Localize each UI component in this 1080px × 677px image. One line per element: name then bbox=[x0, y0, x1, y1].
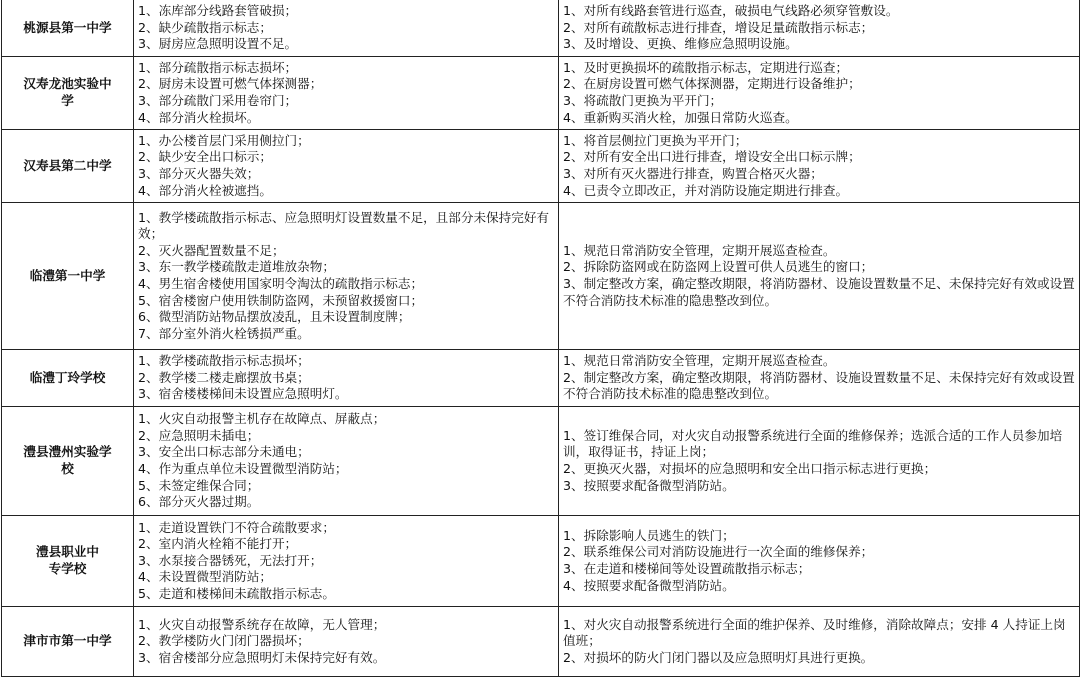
school-name: 临澧第一中学 bbox=[29, 267, 106, 283]
fixes-cell bbox=[559, 0, 1080, 57]
fix-item: 3、制定整改方案，确定整改期限，将消防器材、设施设置数量不足、未保持完好有效或设置不符合消防技术标准的隐患整改到位。 bbox=[563, 276, 1075, 308]
issues-cell bbox=[134, 607, 559, 677]
school-name: 汉寿县第二中学 bbox=[23, 157, 112, 173]
school-name: 桃源县第一中学 bbox=[23, 19, 112, 35]
issue-item: 3、部分灭火器失效； bbox=[138, 166, 260, 181]
issue-item: 2、应急照明未插电； bbox=[138, 427, 260, 443]
issue-item: 4、部分消火栓损坏。 bbox=[138, 109, 260, 125]
issues-cell bbox=[134, 350, 559, 407]
issue-item: 1、走道设置铁门不符合疏散要求； bbox=[138, 519, 335, 535]
issues-cell bbox=[134, 516, 559, 607]
school-name-cell bbox=[2, 607, 134, 677]
issue-item: 7、部分室外消火栓锈损严重。 bbox=[138, 325, 310, 341]
fix-item: 4、按照要求配备微型消防站。 bbox=[563, 577, 735, 593]
issues-cell bbox=[134, 0, 559, 57]
issue-item: 2、缺少安全出口标示； bbox=[138, 149, 272, 165]
fixes-cell bbox=[559, 350, 1080, 407]
fix-item: 1、对火灾自动报警系统进行全面的维护保养、及时维修，消除故障点；安排 4 人持证上岗值班； bbox=[563, 616, 1066, 649]
issue-item: 2、室内消火栓箱不能打开； bbox=[138, 536, 298, 552]
issue-item: 1、部分疏散指示标志损坏； bbox=[138, 59, 298, 75]
issue-item: 1、教学楼疏散指示标志、应急照明灯设置数量不足，且部分未保持完好有效； bbox=[138, 209, 550, 242]
issue-item: 5、未签定维保合同； bbox=[138, 477, 260, 493]
issue-item: 2、教学楼二楼走廊摆放书桌； bbox=[138, 369, 310, 385]
school-name: 澧县职业中专学校 bbox=[36, 544, 99, 576]
table-row bbox=[2, 607, 1080, 677]
fix-item: 1、签订维保合同，对火灾自动报警系统进行全面的维修保养；选派合适的工作人员参加培训，取得证书，持证上岗； bbox=[563, 427, 1063, 460]
fixes-cell bbox=[559, 203, 1080, 350]
fix-item: 4、已责令立即改正，并对消防设施定期进行排查。 bbox=[563, 182, 849, 198]
fix-item: 1、对所有线路套管进行巡查，破损电气线路必须穿管敷设。 bbox=[563, 3, 899, 19]
fix-item: 3、对所有灭火器进行排查，购置合格灭火器； bbox=[563, 166, 823, 181]
table-row bbox=[2, 407, 1080, 516]
fix-item: 2、更换灭火器，对损坏的应急照明和安全出口指示标志进行更换； bbox=[563, 461, 937, 476]
issue-item: 4、部分消火栓被遮挡。 bbox=[138, 182, 272, 198]
fix-item: 3、按照要求配备微型消防站。 bbox=[563, 477, 735, 493]
school-name: 津市市第一中学 bbox=[23, 633, 112, 649]
school-name-cell bbox=[2, 0, 134, 57]
issues-cell bbox=[134, 407, 559, 516]
issue-item: 1、火灾自动报警系统存在故障，无人管理； bbox=[138, 616, 386, 632]
issue-item: 6、微型消防站物品摆放凌乱，且未设置制度牌； bbox=[138, 309, 411, 325]
issue-item: 3、厨房应急照明设置不足。 bbox=[138, 36, 298, 52]
fix-item: 1、将首层侧拉门更换为平开门； bbox=[563, 132, 748, 148]
fix-item: 1、及时更换损坏的疏散指示标志，定期进行巡查； bbox=[563, 59, 849, 75]
issue-item: 3、安全出口标志部分未通电； bbox=[138, 444, 310, 460]
school-name-cell bbox=[2, 57, 134, 130]
issue-item: 2、缺少疏散指示标志； bbox=[138, 19, 272, 35]
fix-item: 2、对损坏的防火门闭门器以及应急照明灯具进行更换。 bbox=[563, 649, 874, 665]
school-name: 汉寿龙池实验中学 bbox=[23, 76, 112, 108]
fixes-cell bbox=[559, 407, 1080, 516]
school-name: 临澧丁玲学校 bbox=[29, 369, 106, 385]
fixes-cell bbox=[559, 516, 1080, 607]
table-row bbox=[2, 516, 1080, 607]
table-row bbox=[2, 350, 1080, 407]
fix-item: 2、对所有疏散标志进行排查，增设足量疏散指示标志； bbox=[563, 19, 874, 35]
fix-item: 2、在厨房设置可燃气体探测器，定期进行设备维护； bbox=[563, 76, 861, 92]
fix-item: 1、规范日常消防安全管理，定期开展巡查检查。 bbox=[563, 242, 836, 258]
issues-cell bbox=[134, 203, 559, 350]
issues-cell bbox=[134, 130, 559, 203]
issue-item: 5、走道和楼梯间未疏散指示标志。 bbox=[138, 585, 335, 601]
issue-item: 3、部分疏散门采用卷帘门； bbox=[138, 93, 298, 108]
fixes-cell bbox=[559, 607, 1080, 677]
fix-item: 2、制定整改方案，确定整改期限，将消防器材、设施设置数量不足、未保持完好有效或设置不符合消防技术标准的隐患整改到位。 bbox=[563, 369, 1075, 402]
school-name-cell bbox=[2, 407, 134, 516]
school-name-cell bbox=[2, 350, 134, 407]
issue-item: 1、办公楼首层门采用侧拉门； bbox=[138, 132, 310, 148]
issue-item: 3、宿舍楼楼梯间未设置应急照明灯。 bbox=[138, 386, 348, 402]
inspection-table-body bbox=[2, 0, 1080, 677]
fix-item: 4、重新购买消火栓，加强日常防火巡查。 bbox=[563, 109, 798, 125]
fix-item: 2、对所有安全出口进行排查，增设安全出口标示牌； bbox=[563, 149, 861, 165]
issue-item: 1、火灾自动报警主机存在故障点、屏蔽点； bbox=[138, 411, 386, 427]
table-row bbox=[2, 57, 1080, 130]
fix-item: 2、拆除防盗网或在防盗网上设置可供人员逃生的窗口； bbox=[563, 259, 874, 275]
fix-item: 1、拆除影响人员逃生的铁门； bbox=[563, 527, 735, 543]
fix-item: 3、及时增设、更换、维修应急照明设施。 bbox=[563, 36, 798, 52]
issue-item: 2、灭火器配置数量不足； bbox=[138, 242, 285, 258]
fix-item: 3、将疏散门更换为平开门； bbox=[563, 93, 723, 108]
fix-item: 1、规范日常消防安全管理，定期开展巡查检查。 bbox=[563, 353, 836, 369]
issue-item: 2、教学楼防火门闭门器损坏； bbox=[138, 633, 310, 649]
fix-item: 2、联系维保公司对消防设施进行一次全面的维修保养； bbox=[563, 544, 874, 560]
issue-item: 1、教学楼疏散指示标志损坏； bbox=[138, 353, 310, 369]
issue-item: 4、未设置微型消防站； bbox=[138, 569, 272, 585]
school-name-cell bbox=[2, 203, 134, 350]
table-row bbox=[2, 203, 1080, 350]
fixes-cell bbox=[559, 57, 1080, 130]
issue-item: 5、宿舍楼窗户使用铁制防盗网，未预留救援窗口； bbox=[138, 292, 424, 308]
school-name-cell bbox=[2, 130, 134, 203]
issue-item: 3、宿舍楼部分应急照明灯未保持完好有效。 bbox=[138, 649, 386, 665]
fixes-cell bbox=[559, 130, 1080, 203]
inspection-table bbox=[1, 0, 1080, 677]
issues-cell bbox=[134, 57, 559, 130]
school-name-cell bbox=[2, 516, 134, 607]
table-row bbox=[2, 130, 1080, 203]
issue-item: 3、水泵接合器锈死，无法打开； bbox=[138, 552, 323, 568]
issue-item: 4、作为重点单位未设置微型消防站； bbox=[138, 461, 348, 476]
issue-item: 3、东一教学楼疏散走道堆放杂物； bbox=[138, 259, 335, 275]
table-row bbox=[2, 0, 1080, 57]
issue-item: 4、男生宿舍楼使用国家明令淘汰的疏散指示标志； bbox=[138, 276, 424, 291]
school-name: 澧县澧州实验学校 bbox=[23, 444, 112, 476]
issue-item: 6、部分灭火器过期。 bbox=[138, 494, 260, 510]
issue-item: 1、冻库部分线路套管破损； bbox=[138, 3, 298, 19]
fix-item: 3、在走道和楼梯间等处设置疏散指示标志； bbox=[563, 561, 811, 576]
issue-item: 2、厨房未设置可燃气体探测器； bbox=[138, 76, 323, 92]
